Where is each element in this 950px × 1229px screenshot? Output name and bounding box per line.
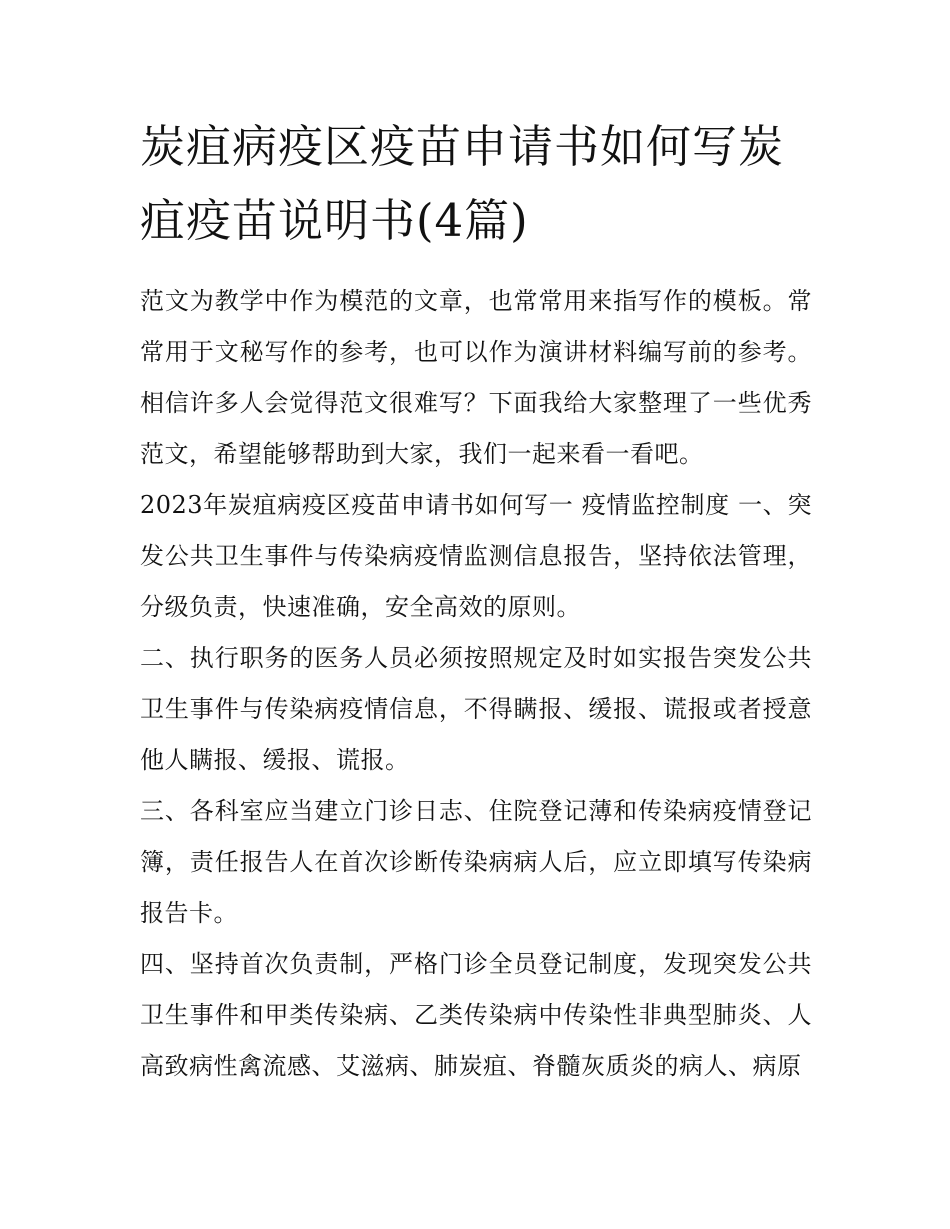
document-content (140, 110, 812, 1092)
intro-paragraph: 范文为教学中作为模范的文章，也常常用来指写作的模板。常常用于文秘写作的参考，也可以作为演讲材料编写前的参考。相信许多人会觉得范文很难写？下面我给大家整理了一些优秀范文，希望能够帮助到大家，我们一起来看一看吧。 (140, 287, 812, 468)
document-title: 炭疽病疫区疫苗申请书如何写炭疽疫苗说明书(4篇) (140, 120, 785, 247)
section-two-paragraph: 二、执行职务的医务人员必须按照规定及时如实报告突发公共卫生事件与传染病疫情信息，不得瞒报、缓报、谎报或者授意他人瞒报、缓报、谎报。 (140, 644, 812, 774)
section-one-paragraph: 2023年炭疽病疫区疫苗申请书如何写一 疫情监控制度 一、突发公共卫生事件与传染病疫情监测信息报告，坚持依法管理，分级负责，快速准确，安全高效的原则。 (140, 491, 812, 621)
section-four-paragraph: 四、坚持首次负责制，严格门诊全员登记制度，发现突发公共卫生事件和甲类传染病、乙类传染病中传染性非典型肺炎、人高致病性禽流感、艾滋病、肺炭疽、脊髓灰质炎的病人、病原 (140, 950, 812, 1080)
document-body (140, 276, 812, 1092)
section-three-paragraph: 三、各科室应当建立门诊日志、住院登记薄和传染病疫情登记簿，责任报告人在首次诊断传染病病人后，应立即填写传染病报告卡。 (140, 797, 812, 927)
